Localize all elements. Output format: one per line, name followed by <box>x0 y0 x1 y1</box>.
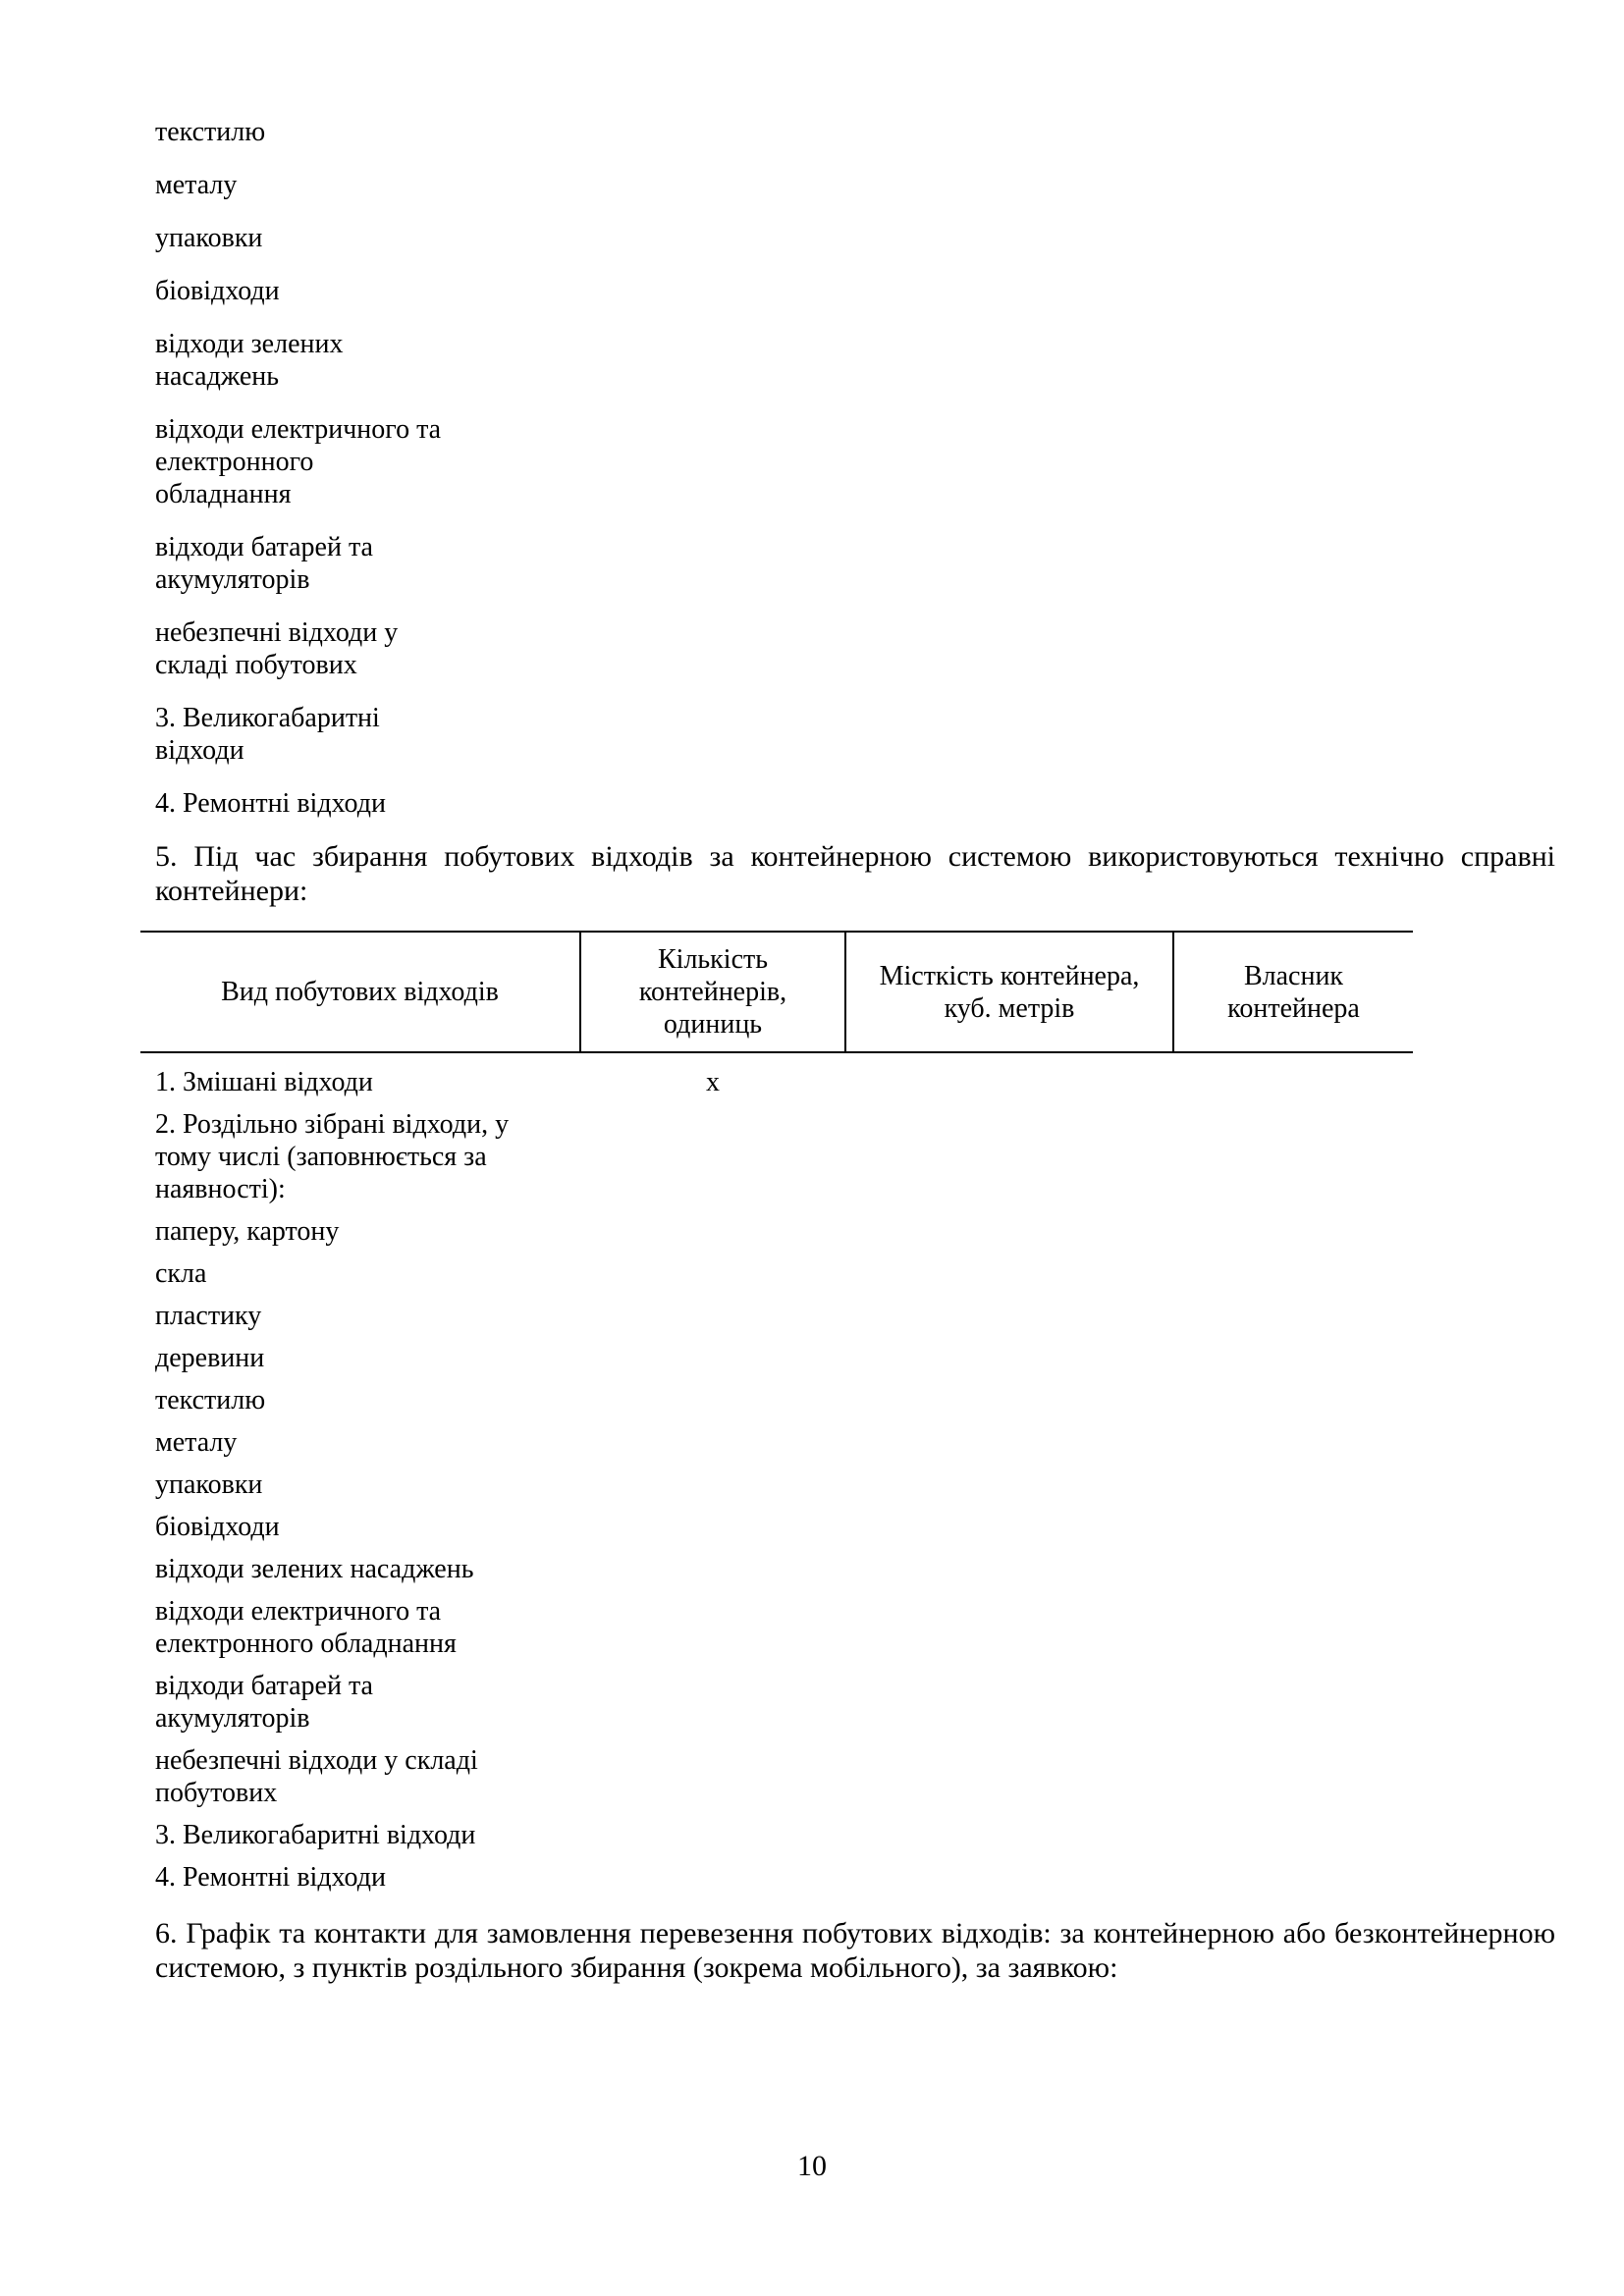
table-cell <box>1173 1342 1413 1384</box>
page-number: 10 <box>797 2150 827 2182</box>
table-cell: відходи батарей та акумуляторів <box>155 1671 373 1734</box>
table-cell <box>1173 1595 1413 1670</box>
section-5-paragraph: 5. Під час збирання побутових відходів за контейнерною системою використовуються технічно справні контейнери: <box>155 840 1555 907</box>
list-item: біовідходи <box>155 276 280 306</box>
containers-table <box>140 931 1413 1903</box>
table-cell <box>580 1595 845 1670</box>
table-cell <box>1173 1257 1413 1300</box>
table-cell <box>845 1670 1173 1744</box>
table-row <box>140 1670 1413 1744</box>
table-row <box>140 1384 1413 1426</box>
table-row <box>140 1511 1413 1553</box>
table-cell <box>845 1819 1173 1861</box>
table-cell <box>580 1257 845 1300</box>
list-item: 4. Ремонтні відходи <box>155 788 386 819</box>
table-cell <box>845 1426 1173 1468</box>
table-cell: 3. Великогабаритні відходи <box>155 1820 476 1850</box>
table-cell <box>580 1861 845 1903</box>
table-row <box>140 1861 1413 1903</box>
table-cell <box>1173 1300 1413 1342</box>
table-cell <box>580 1108 845 1215</box>
table-cell: відходи зелених насаджень <box>155 1554 474 1584</box>
table-row <box>140 1426 1413 1468</box>
list-item: упаковки <box>155 223 263 253</box>
table-cell: біовідходи <box>155 1512 280 1542</box>
table-cell <box>580 1670 845 1744</box>
header-container-capacity: Місткість контейнера, куб. метрів <box>845 932 1173 1052</box>
waste-type-list-continued <box>155 116 509 840</box>
header-container-count: Кількість контейнерів, одиниць <box>580 932 845 1052</box>
list-item: металу <box>155 170 238 200</box>
table-row <box>140 1300 1413 1342</box>
table-cell: небезпечні відходи у складі побутових <box>155 1745 478 1808</box>
table-cell: відходи електричного та електронного обладнання <box>155 1596 457 1659</box>
table-cell: металу <box>155 1427 238 1458</box>
table-cell <box>1173 1511 1413 1553</box>
table-row <box>140 1342 1413 1384</box>
header-container-owner: Власник контейнера <box>1173 932 1413 1052</box>
table-cell: скла <box>155 1258 207 1289</box>
table-cell <box>1173 1215 1413 1257</box>
table-cell <box>1173 1819 1413 1861</box>
table-cell: текстилю <box>155 1385 266 1415</box>
table-cell <box>1173 1553 1413 1595</box>
table-cell: деревини <box>155 1343 265 1373</box>
table-row <box>140 1108 1413 1215</box>
table-cell <box>845 1384 1173 1426</box>
table-cell <box>1173 1108 1413 1215</box>
table-cell <box>580 1744 845 1819</box>
table-row <box>140 1595 1413 1670</box>
list-item: небезпечні відходи у складі побутових <box>155 617 399 680</box>
table-cell <box>845 1595 1173 1670</box>
table-cell <box>845 1052 1173 1108</box>
table-cell <box>845 1257 1173 1300</box>
header-waste-type: Вид побутових відходів <box>140 932 580 1052</box>
table-cell <box>580 1300 845 1342</box>
table-cell <box>1173 1744 1413 1819</box>
table-cell: 2. Роздільно зібрані відходи, у тому числі (заповнюється за наявності): <box>155 1109 510 1204</box>
table-row <box>140 1257 1413 1300</box>
table-cell <box>580 1426 845 1468</box>
table-header-row <box>140 932 1413 1052</box>
table-cell <box>845 1342 1173 1384</box>
table-cell <box>580 1553 845 1595</box>
table-row <box>140 1052 1413 1108</box>
table-cell <box>580 1342 845 1384</box>
table-cell <box>1173 1384 1413 1426</box>
list-item: відходи батарей та акумуляторів <box>155 532 373 595</box>
table-row <box>140 1468 1413 1511</box>
table-row <box>140 1819 1413 1861</box>
table-cell <box>845 1215 1173 1257</box>
table-cell: пластику <box>155 1301 262 1331</box>
table-cell <box>580 1215 845 1257</box>
table-cell <box>1173 1052 1413 1108</box>
table-row <box>140 1744 1413 1819</box>
table-cell: 1. Змішані відходи <box>155 1067 373 1097</box>
table-cell <box>1173 1861 1413 1903</box>
table-cell <box>1173 1670 1413 1744</box>
table-cell <box>580 1511 845 1553</box>
table-cell: х <box>706 1067 720 1097</box>
table-cell <box>1173 1468 1413 1511</box>
table-cell <box>1173 1426 1413 1468</box>
list-item: відходи електричного та електронного обладнання <box>155 414 442 509</box>
table-row <box>140 1553 1413 1595</box>
table-row <box>140 1215 1413 1257</box>
section-6-paragraph: 6. Графік та контакти для замовлення перевезення побутових відходів: за контейнерною або безконтейнерною системою, з пунктів роздільного збирання (зокрема мобільного), за заявкою: <box>155 1917 1555 1984</box>
list-item: 3. Великогабаритні відходи <box>155 703 380 766</box>
list-item: відходи зелених насаджень <box>155 329 344 392</box>
table-cell <box>845 1744 1173 1819</box>
table-cell <box>845 1468 1173 1511</box>
table-cell: 4. Ремонтні відходи <box>155 1862 386 1893</box>
table-cell <box>845 1511 1173 1553</box>
table-cell <box>580 1384 845 1426</box>
table-cell: упаковки <box>155 1469 263 1500</box>
list-item: текстилю <box>155 117 266 147</box>
table-cell <box>845 1553 1173 1595</box>
table-cell: паперу, картону <box>155 1216 340 1247</box>
table-cell <box>845 1108 1173 1215</box>
table-cell <box>580 1819 845 1861</box>
table-cell <box>580 1468 845 1511</box>
table-cell <box>845 1300 1173 1342</box>
table-cell <box>845 1861 1173 1903</box>
